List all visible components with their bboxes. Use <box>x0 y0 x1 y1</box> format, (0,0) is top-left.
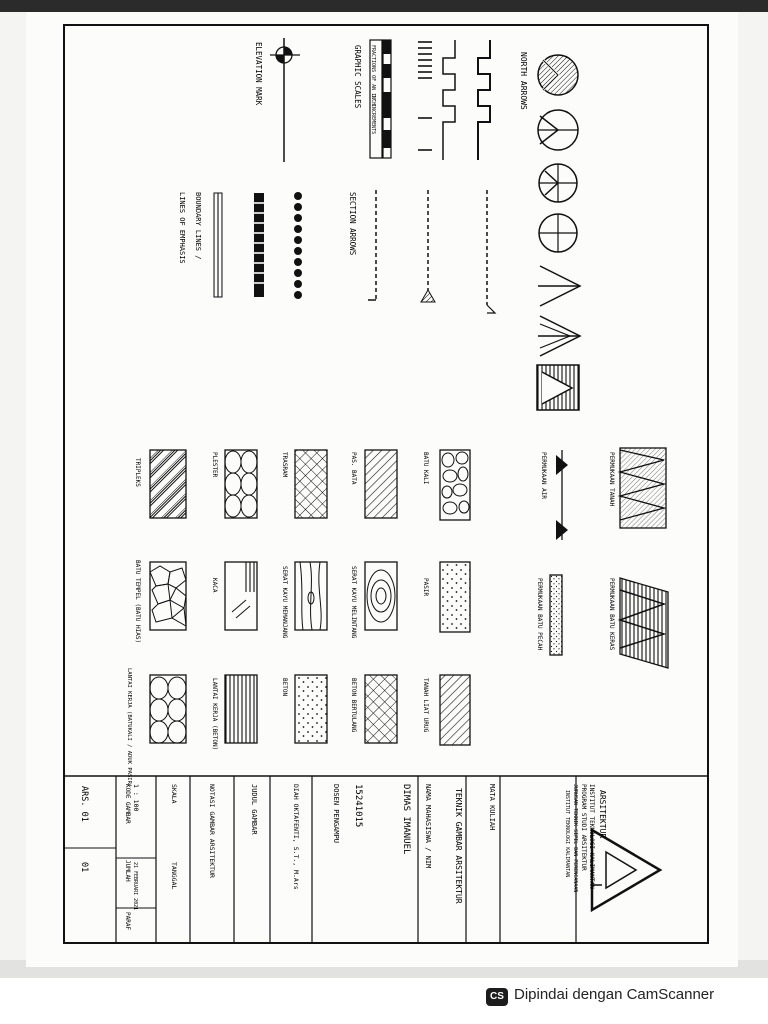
nama-label: NAMA MAHASISWA / NIM <box>424 784 432 869</box>
jumlah-label: JUMLAH <box>124 860 131 882</box>
camscanner-logo-icon: CS <box>486 988 508 1006</box>
material-lantai-kerja <box>211 675 257 750</box>
north-arrows-group <box>519 52 580 410</box>
jurusan-name: JURUSAN TEKNIK SIPIL DAN PERENCANAAN <box>572 784 578 893</box>
material-beton <box>281 675 327 743</box>
material-batu-kali <box>422 450 470 520</box>
tanah-label: PERMUKAAN TANAH <box>608 452 615 507</box>
judul-value: NOTASI GAMBAR ARSITEKTUR <box>208 784 216 878</box>
tripleks-label: TRIPLEKS <box>134 458 141 487</box>
break-lines-group <box>353 40 490 160</box>
material-tanah-liat <box>422 675 470 745</box>
judul-label: JUDUL GAMBAR <box>250 784 258 835</box>
batu-tempel-label: BATU TEMPEL (BATU HIAS) <box>134 560 141 644</box>
lantai-kerja2-label: LANTAI KERJA (BATUKALI / ADUK PASIR) <box>126 668 132 788</box>
material-plester <box>211 450 257 518</box>
beton-bertulang-label: BETON BERTULANG <box>350 678 357 733</box>
kode-value: ARS. 01 <box>79 786 89 822</box>
boundary-lines-label: BOUNDARY LINES / <box>194 192 202 260</box>
tanggal-label: TANGGAL <box>170 862 178 890</box>
nama-value: DIMAS IMANUEL <box>401 784 411 855</box>
material-tripleks <box>134 450 186 518</box>
material-trasram <box>281 450 327 518</box>
graphic-scales-label: GRAPHIC SCALES <box>353 45 362 109</box>
serat-memanjang-label: SERAT KAYU MEMANJANG <box>281 566 288 639</box>
institute-name-2: INSTITUT TEKNOLOGI KALIMANTAN <box>564 790 570 878</box>
kode-label: KODE GAMBAR <box>124 784 131 824</box>
dot-line-icon <box>294 192 302 299</box>
material-batu-pecah <box>536 575 562 655</box>
program-name: PROGRAM STUDI ARSITEKTUR <box>580 784 587 871</box>
north-arrow-outline-icon <box>538 110 578 150</box>
batu-pecah-label: PERMUKAAN BATU PECAH <box>536 578 543 651</box>
lantai-kerja-label: LANTAI KERJA (BETON) <box>211 678 218 751</box>
north-arrow-double-icon <box>538 316 580 356</box>
material-pasir <box>422 562 470 632</box>
field-title: ARSITEKTUR <box>598 790 607 839</box>
paraf-label: PARAF <box>124 912 131 931</box>
batu-keras-label: PERMUKAAN BATU KERAS <box>608 578 615 651</box>
material-pas-bata <box>350 450 397 518</box>
scale-fractions-label: FRACTIONS OF AN INCH <box>370 45 376 106</box>
jumlah-value: 01 <box>79 862 89 873</box>
material-batu-tempel <box>134 560 186 643</box>
north-arrow-plus-icon <box>539 214 577 252</box>
north-arrow-cross-icon <box>539 164 577 202</box>
institute-logo-icon <box>592 830 660 910</box>
lines-of-emphasis-label: LINES OF EMPHASIS <box>178 192 186 264</box>
nim-value: 15241015 <box>353 784 363 828</box>
material-beton-bertulang <box>350 675 397 743</box>
material-air <box>540 450 568 540</box>
section-arrows-label: SECTION ARROWS <box>348 192 357 256</box>
north-arrows-label: NORTH ARROWS <box>519 52 528 110</box>
material-kaca <box>211 562 257 630</box>
air-label: PERMUKAAN AIR <box>540 452 547 499</box>
beton-label: BETON <box>281 678 288 697</box>
materials-group <box>126 448 668 787</box>
camscanner-watermark: Dipindai dengan CamScanner <box>514 986 715 1003</box>
material-serat-memanjang <box>281 562 327 639</box>
serat-melintang-label: SERAT KAYU MELINTANG <box>350 566 357 639</box>
boundary-line-icon <box>178 192 264 297</box>
mata-kuliah-value: TEKNIK GAMBAR ARSITEKTUR <box>454 788 463 904</box>
elevation-mark-icon <box>254 38 300 162</box>
dosen-label: DOSEN PENGAMPU <box>332 784 340 844</box>
pas-bata-label: PAS. BATA <box>350 452 357 485</box>
plester-label: PLESTER <box>211 452 218 478</box>
mata-kuliah-label: MATA KULIAH <box>488 784 496 831</box>
material-batu-keras <box>608 578 668 668</box>
trasram-label: TRASRAM <box>281 452 288 478</box>
skala-value: 1 : 100 <box>132 784 140 812</box>
material-lantai-kerja2 <box>126 668 186 787</box>
skala-label: SKALA <box>170 784 178 804</box>
institute-name: INSTITUT TEKNOLOGI KALIMANTAN <box>588 784 595 889</box>
north-arrow-line-icon <box>538 266 580 306</box>
material-tanah <box>608 448 666 528</box>
material-serat-melintang <box>350 562 397 639</box>
title-block <box>64 776 708 943</box>
dosen-value: DIAH OKTAFENTI, S.T., M.Ars <box>292 784 300 890</box>
section-arrows-group <box>348 190 495 313</box>
pasir-label: PASIR <box>422 578 429 597</box>
north-arrow-filled-icon <box>538 55 578 95</box>
scale-increments-label: 1" INCREMENTS <box>370 95 376 135</box>
elevation-mark-label: ELEVATION MARK <box>254 42 263 106</box>
batu-kali-label: BATU KALI <box>422 452 429 485</box>
kaca-label: KACA <box>211 578 218 593</box>
north-arrow-boxed-icon <box>537 365 579 410</box>
tanggal-value: 21 FEBRUARI 2021 <box>132 862 138 911</box>
tanah-liat-label: TANAH LIAT URUG <box>422 678 429 733</box>
